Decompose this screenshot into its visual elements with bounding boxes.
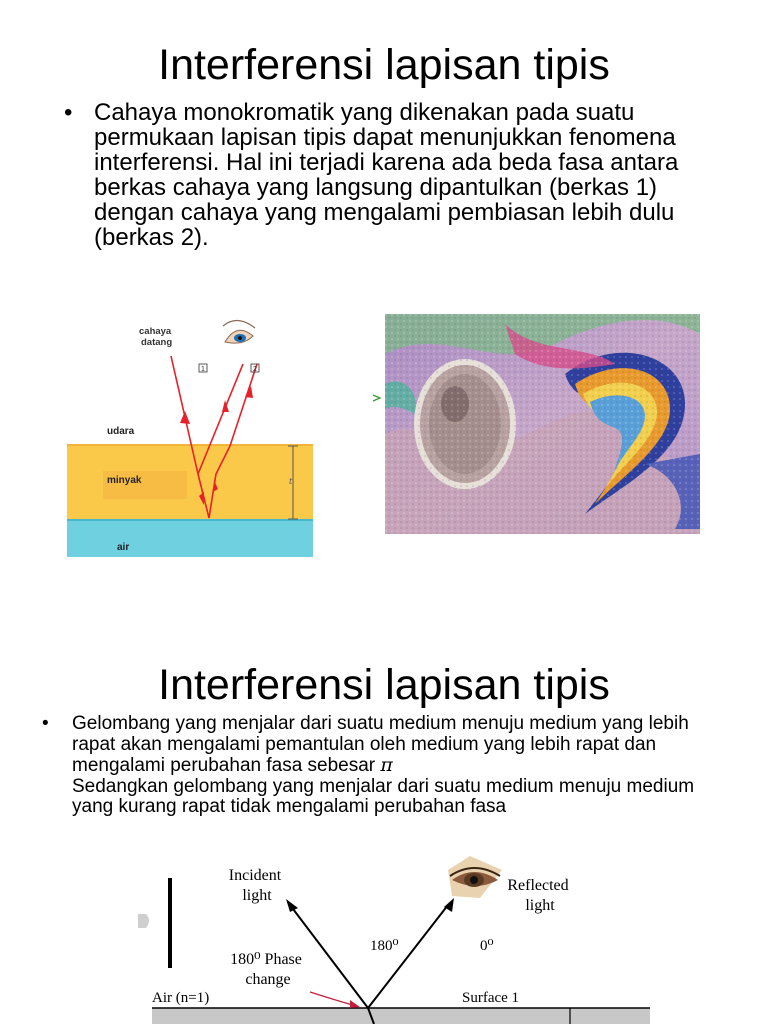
water-layer [67, 519, 313, 557]
water-layer-label: air [117, 542, 130, 553]
slide-2 [0, 620, 768, 1024]
slide-2-bullet-text-a: Gelombang yang menjalar dari suatu medium menuju medium yang lebih rapat akan mengalami pemantulan oleh medium yang lebih rapat dan mengalami perubahan fasa sebesar [72, 713, 689, 776]
ray-2-label: 2 [253, 366, 257, 373]
slide-1-bullet-list [64, 100, 704, 250]
ray-1-label: 1 [201, 366, 205, 373]
slide-2-bullet [42, 714, 712, 818]
air-layer-label: udara [107, 426, 135, 437]
slide-2-title: Interferensi lapisan tipis [158, 661, 610, 709]
incoming-light-label: cahaya datang [139, 326, 173, 348]
incident-light-label: Incident light [228, 867, 282, 904]
air-medium-label: Air (n=1) [152, 990, 210, 1006]
oil-layer-label: minyak [107, 475, 142, 486]
thin-film-diagram [67, 312, 315, 560]
slide-2-bullet-text-b: Sedangkan gelombang yang menjalar dari suatu medium menuju medium yang kurang rapat tidak mengalami perubahan fasa [72, 775, 695, 817]
small-chevron-mark [371, 392, 383, 404]
angle-180-label: 180⁰ [370, 938, 399, 954]
thickness-label: t [289, 477, 293, 486]
phase-change-diagram [130, 850, 660, 1024]
slide-1-bullet: • Cahaya monokromatik yang dikenakan pada suatu permukaan lapisan tipis dapat menunjukkan fenomena interferensi. Hal ini terjadi karena ada beda fasa antara berkas cahaya yang langsung dipantulkan (berkas 1) dengan cahaya yang mengalami pembiasan lebih dulu (berkas 2). [64, 100, 704, 250]
angle-0-label: 0⁰ [480, 938, 494, 954]
slide-2-bullet-list [42, 714, 712, 818]
reflected-light-label: Reflected light [507, 877, 569, 914]
slide-1-title: Interferensi lapisan tipis [158, 41, 610, 89]
oil-film-interference-photo [385, 314, 700, 534]
surface-1-label: Surface 1 [462, 990, 520, 1006]
medium-surface [152, 1008, 650, 1024]
pi-symbol: π [380, 754, 393, 776]
eye-icon [448, 856, 502, 898]
phase-change-label: 180⁰ Phase change [230, 951, 302, 988]
